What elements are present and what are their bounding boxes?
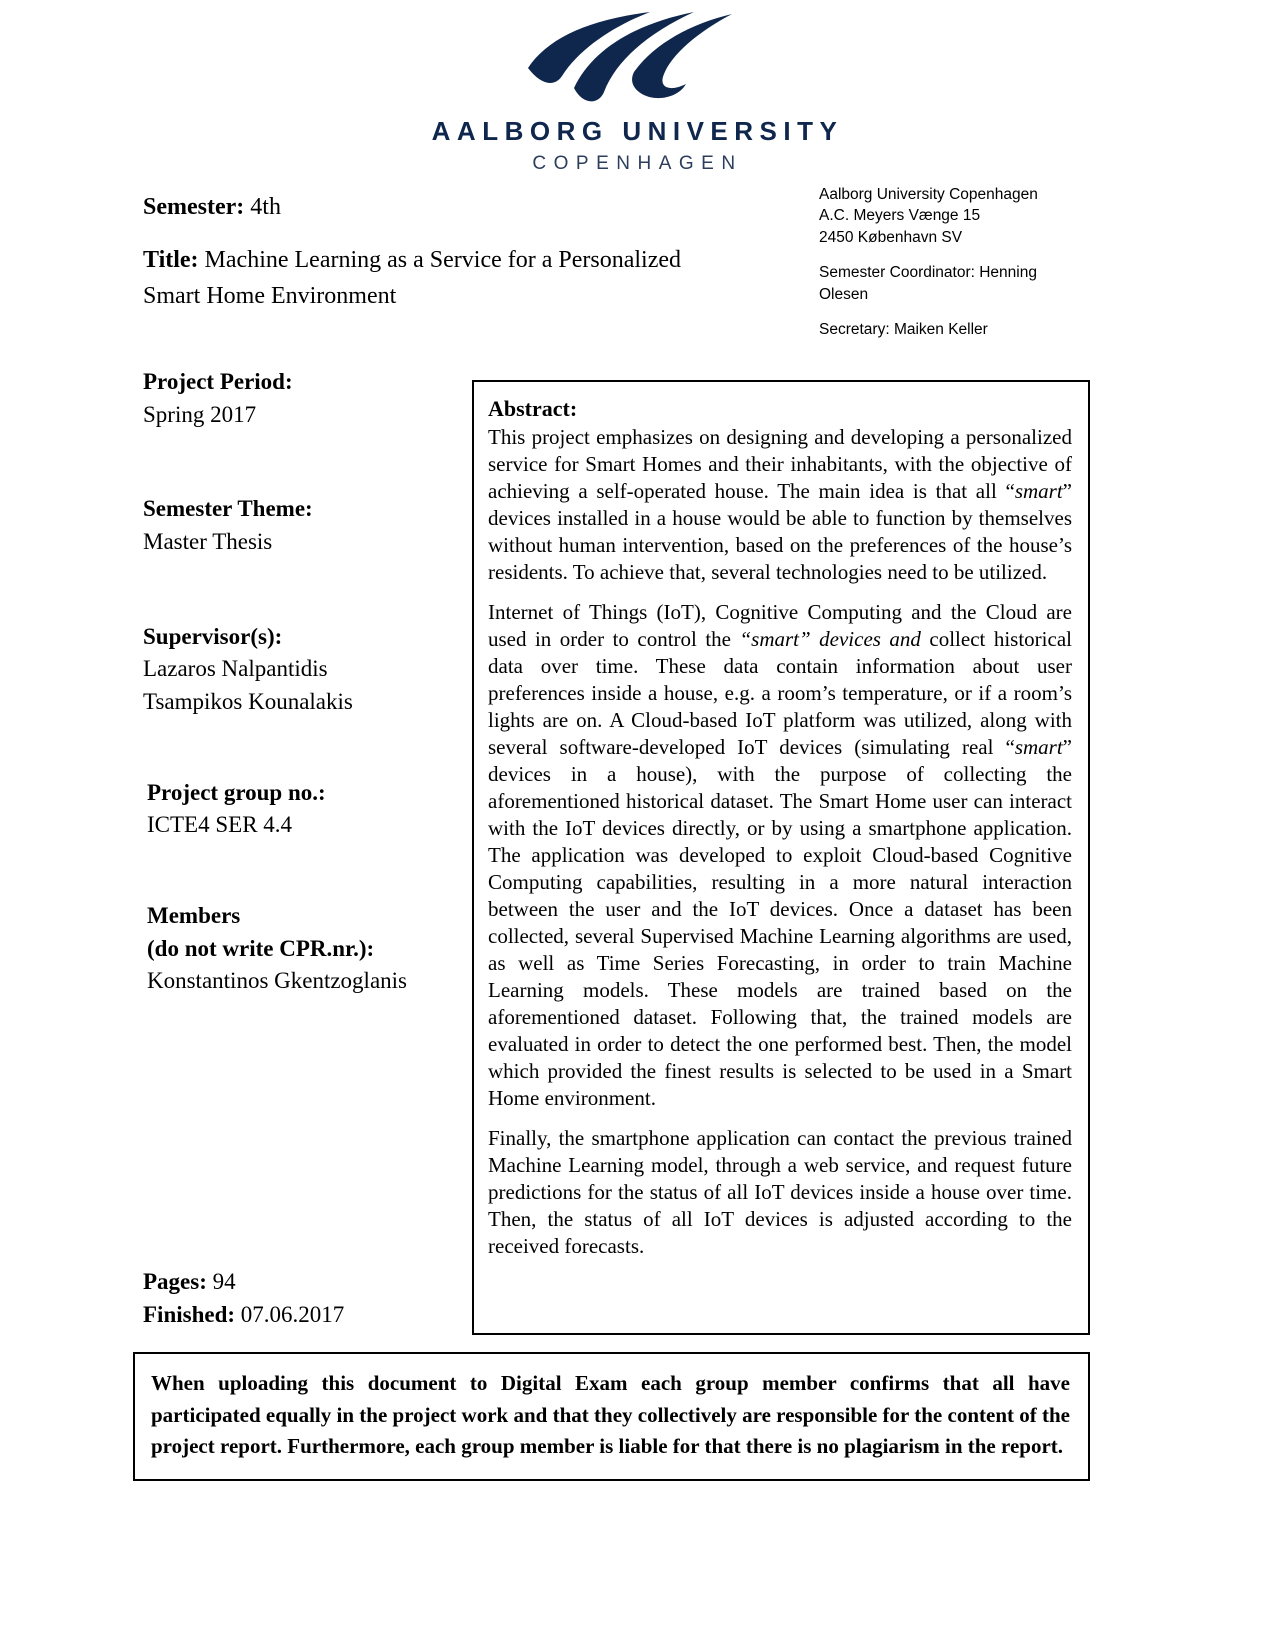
- address-group-secretary: [819, 319, 1081, 340]
- pages-value: 94: [212, 1269, 236, 1294]
- address-block: [819, 184, 1081, 340]
- spacer: [143, 719, 463, 777]
- title-label: Title:: [143, 247, 199, 273]
- supervisors-label: Supervisor(s):: [143, 623, 283, 649]
- address-city: 2450 København SV: [819, 228, 963, 246]
- declaration-box: [133, 1352, 1090, 1481]
- abstract-paragraph-2: [488, 599, 1072, 1112]
- title-value: Machine Learning as a Service for a Personalized Smart Home Environment: [143, 247, 682, 309]
- finished-label: Finished:: [143, 1302, 236, 1328]
- address-group-coordinator: [819, 262, 1081, 305]
- semester-theme-value: Master Thesis: [143, 528, 273, 554]
- secretary: Secretary: Maiken Keller: [819, 320, 988, 338]
- abstract-heading: Abstract:: [488, 396, 578, 421]
- address-institution: Aalborg University Copenhagen: [819, 186, 1038, 203]
- supervisor-name: Lazaros Nalpantidis: [143, 656, 328, 682]
- address-street: A.C. Meyers Vænge 15: [819, 207, 981, 225]
- project-period-label: Project Period:: [143, 369, 293, 394]
- project-period-value: Spring 2017: [143, 401, 257, 427]
- logo-campus-text: COPENHAGEN: [532, 153, 743, 174]
- finished-value: 07.06.2017: [240, 1302, 345, 1328]
- supervisor-name: Tsampikos Kounalakis: [143, 688, 353, 714]
- abstract-paragraph-1: [488, 424, 1072, 586]
- abstract-p2-part-b: collect historical data over time. These data contain information about user preferences inside a house, e.g. a room’s temperature, or if a room’s lights are on. A Cloud-based IoT platform was utilized, along with several software-developed IoT devices (simulating real “: [488, 626, 1072, 759]
- members-label: Members: [147, 902, 241, 928]
- aau-swoosh-logo-icon: [518, 10, 758, 110]
- semester-label: Semester:: [143, 194, 245, 220]
- abstract-p1-part-a: This project emphasizes on designing and developing a personalized service for Smart Homes and their inhabitants, with the objective of achieving a self-operated house. The main idea is that all “: [488, 425, 1072, 503]
- title-line: [143, 243, 703, 314]
- project-group-label: Project group no.:: [147, 779, 326, 805]
- address-group-postal: [819, 184, 1081, 248]
- abstract-p2-part-c: ” devices in a house), with the purpose of collecting the aforementioned historical dataset. The Smart Home user can interact with the IoT devices directly, or by using a smartphone application. The application was developed to exploit Cloud-based Cognitive Computing capabilities, resulting in a more natural interaction between the user and the IoT devices. Once a dataset has been collected, several Supervised Machine Learning algorithms are used, as well as Time Series Forecasting, in order to train Machine Learning models. These models are trained based on the aforementioned dataset. Following that, the trained models are evaluated in order to detect the one performed best. Then, the model which provided the finest results is selected to be used in a Smart Home environment.: [488, 734, 1072, 1110]
- semester-coordinator: Semester Coordinator: Henning Olesen: [819, 264, 1037, 303]
- member-name: Konstantinos Gkentzoglanis: [147, 968, 407, 994]
- spacer: [143, 559, 463, 621]
- pages-label: Pages:: [143, 1269, 207, 1294]
- semester-line: [143, 193, 281, 222]
- abstract-p1-emphasis: smart: [1014, 478, 1063, 503]
- project-info-column: [143, 366, 463, 998]
- abstract-p1-part-b: ” devices installed in a house would be able to function by themselves without human intervention, based on the preferences of the house’s residents. To achieve that, several technologies need to be utilized.: [488, 478, 1072, 584]
- pages-field: [143, 1265, 473, 1298]
- spacer: [143, 842, 463, 900]
- semester-theme-field: [143, 493, 463, 558]
- abstract-p2-part-a: Internet of Things (IoT), Cognitive Computing and the Cloud are used in order to control the: [488, 599, 1072, 651]
- abstract-box: [472, 380, 1090, 1335]
- members-sublabel: (do not write CPR.nr.):: [147, 935, 375, 961]
- project-group-field: [143, 777, 463, 842]
- semester-theme-label: Semester Theme:: [143, 496, 313, 522]
- university-logo-block: [0, 10, 1275, 175]
- semester-value: 4th: [250, 194, 281, 220]
- pages-finished-block: [143, 1265, 473, 1332]
- abstract-p2-emphasis-2: smart: [1014, 734, 1063, 759]
- abstract-p2-emphasis-1: “smart” devices and: [739, 626, 921, 651]
- logo-university-text: AALBORG UNIVERSITY: [431, 116, 844, 146]
- declaration-text: When uploading this document to Digital Exam each group member confirms that all have participated equally in the project work and that they collectively are responsible for the content of the project report. Furthermore, each group member is liable for that there is no plagiarism in the report.: [151, 1371, 1070, 1458]
- members-field: [143, 900, 463, 998]
- project-period-field: [143, 366, 463, 431]
- abstract-paragraph-3: Finally, the smartphone application can contact the previous trained Machine Learning model, through a web service, and request future predictions for the status of all IoT devices inside a house over time. Then, the status of all IoT devices is adjusted according to the received forecasts.: [488, 1125, 1072, 1258]
- project-group-value: ICTE4 SER 4.4: [147, 812, 293, 838]
- supervisors-field: [143, 621, 463, 719]
- spacer: [143, 431, 463, 493]
- finished-field: [143, 1298, 473, 1331]
